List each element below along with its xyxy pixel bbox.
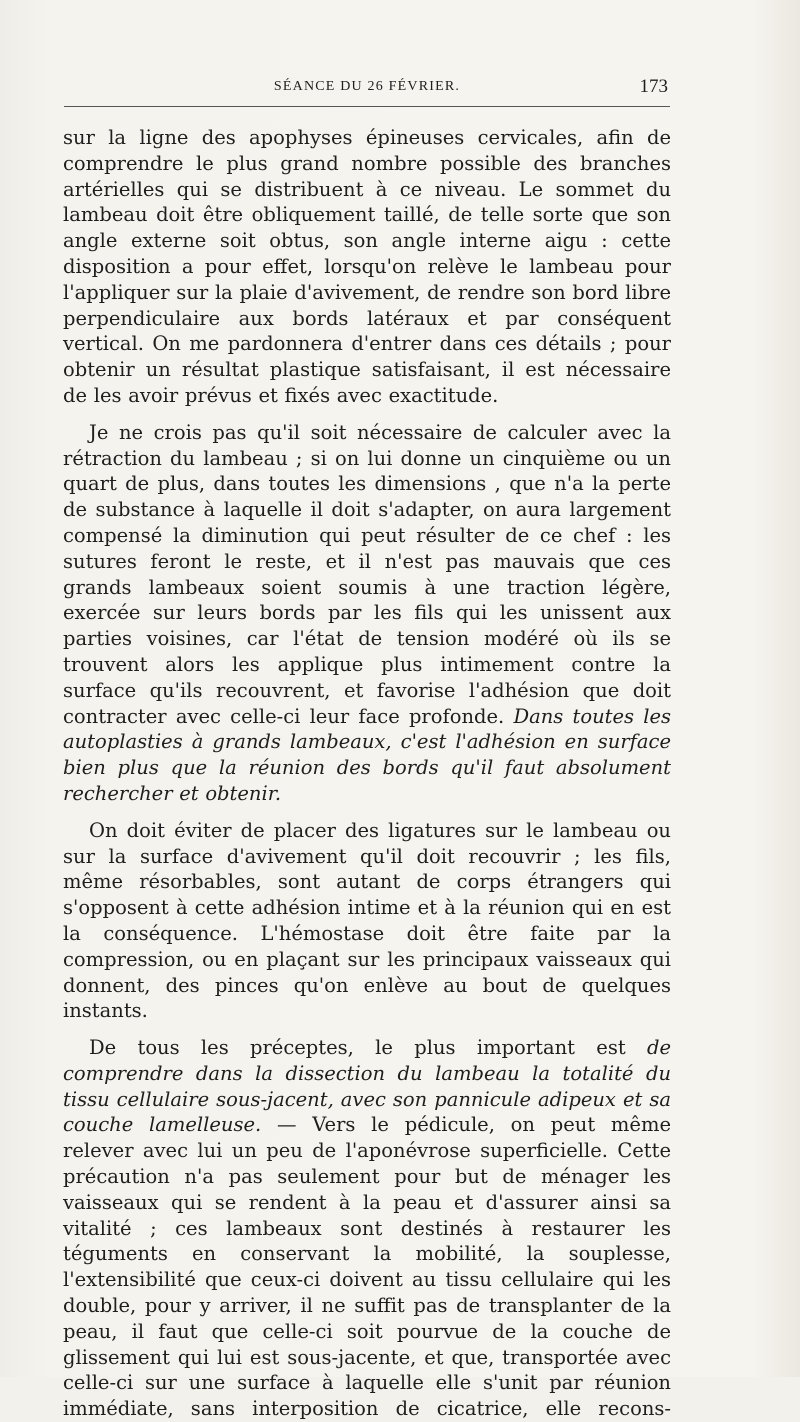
page-header [64, 76, 670, 102]
paragraph-1 [63, 125, 671, 409]
paragraph-3 [63, 818, 671, 1024]
paragraph-4-text: — Vers le pédicule, on peut même relever avec lui un peu de l'aponévrose superficielle. Cette précaution n'a pas seulement pour but de ménager les vaisseaux qui se rendent à la peau et d'assurer ainsi sa vitalité ; ces lambeaux sont destinés à restaurer les téguments en conservant la mobilité, la souplesse, l'extensibilité que ceux-ci doivent au tissu cellulaire qui les double, pour y arriver, il ne suffit pas de transplanter de la peau, il faut que celle-ci soit pourvue de la couche de glissement qui lui est sous-jacente, et que, transportée avec celle-ci sur une surface à laquelle elle s'unit par réunion immédiate, sans interposition de cicatrice, elle recons- [63, 1113, 671, 1421]
paragraph-1-text: sur la ligne des apophyses épineuses cervicales, afin de comprendre le plus grand nombre possible des branches artérielles qui se distribuent à ce niveau. Le sommet du lambeau doit être obliquement taillé, de telle sorte que son angle externe soit obtus, son angle interne aigu : cette disposition a pour effet, lorsqu'on relève le lambeau pour l'appliquer sur la plaie d'avivement, de rendre son bord libre perpendiculaire aux bords latéraux et par conséquent vertical. On me pardonnera d'entrer dans ces détails ; pour obtenir un résultat plastique satisfaisant, il est nécessaire de les avoir prévus et fixés avec exactitude. [63, 126, 671, 407]
header-rule [64, 106, 670, 107]
running-title: SÉANCE DU 26 FÉVRIER. [273, 79, 461, 94]
paragraph-3-text: On doit éviter de placer des ligatures sur le lambeau ou sur la surface d'avivement qu'il doit recouvrir ; les fils, même résorbables, sont autant de corps étrangers qui s'opposent à cette adhésion intime et à la réunion qui en est la conséquence. L'hémostase doit être faite par la compression, ou en plaçant sur les principaux vaisseaux qui donnent, des pinces qu'on enlève au bout de quelques instants. [63, 818, 671, 1023]
paragraph-4-lead: De tous les préceptes, le plus important est [89, 1036, 626, 1060]
paragraph-4-emphasis: de comprendre dans la dissection du lambeau la totalité du tissu cellulaire sous-jacent, avec son pannicule adipeux et sa couche lamelleuse. [63, 1036, 672, 1137]
paragraph-2-text: Je ne crois pas qu'il soit nécessaire de calculer avec la rétraction du lambeau ; si on lui donne un cinquième ou un quart de plus, dans toutes les dimensions , que n'a la perte de substance à laquelle il doit s'adapter, on aura largement compensé la diminution qui peut résulter de ce chef : les sutures feront le reste, et il n'est pas mauvais que ces grands lambeaux soient soumis à une traction légère, exercée sur leurs bords par les fils qui les unissent aux parties voisines, car l'état de tension modéré où ils se trouvent alors les applique plus intimement contre la surface qu'ils recouvrent, et favorise l'adhésion que doit contracter avec celle-ci leur face profonde. [63, 420, 671, 728]
body-text [63, 125, 671, 1422]
paragraph-4 [63, 1035, 671, 1422]
paragraph-2-emphasis: Dans toutes les autoplasties à grands lambeaux, c'est l'adhésion en surface bien plus que la réunion des bords qu'il faut absolument rechercher et obtenir. [63, 704, 671, 805]
page-number: 173 [639, 76, 668, 97]
paragraph-2 [63, 420, 671, 807]
